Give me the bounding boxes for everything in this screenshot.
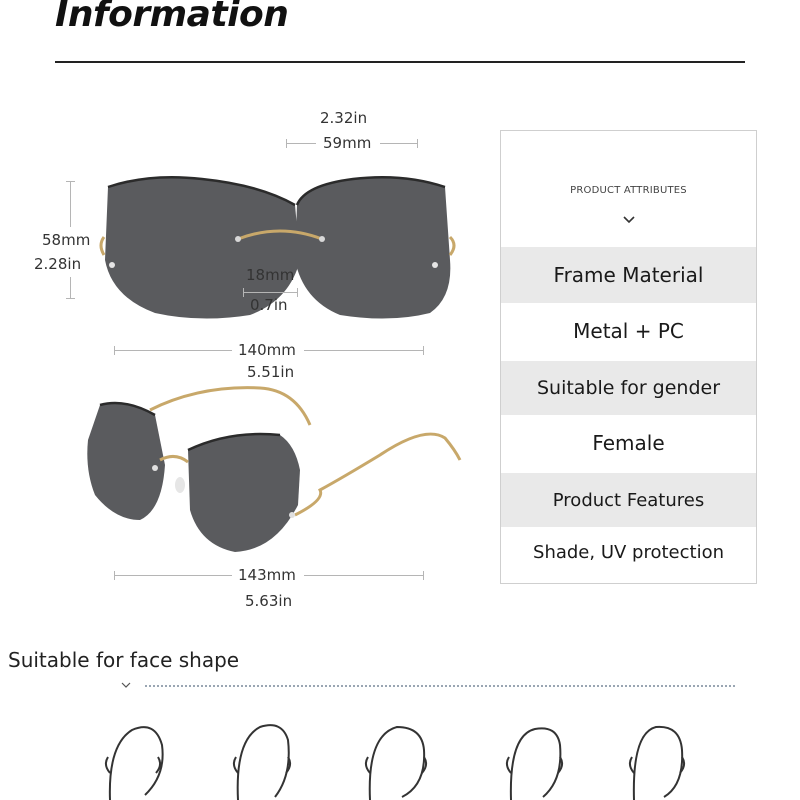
bridge-mm-label: 18mm: [246, 266, 295, 284]
attribute-label: Suitable for gender: [536, 377, 721, 399]
page-title: Information: [55, 0, 289, 35]
attribute-row-features: [501, 473, 756, 527]
top-width-in-label: 2.32in: [320, 109, 368, 127]
bridge-line: [243, 292, 298, 293]
face-shape-long-icon: [630, 727, 684, 800]
attribute-row-frame-material: [501, 247, 756, 303]
temple-line-left: [114, 575, 232, 576]
top-width-tick-left: [286, 139, 287, 148]
face-shape-square-icon: [366, 727, 426, 800]
total-width-tick-right: [423, 346, 424, 355]
top-width-mm-label: 59mm: [323, 134, 372, 152]
chevron-down-icon: [622, 215, 636, 225]
attribute-value: Metal + PC: [573, 319, 684, 343]
face-shape-divider: [145, 685, 735, 687]
height-in-label: 2.28in: [34, 255, 82, 273]
attribute-value: Female: [592, 431, 665, 455]
temple-mm-label: 143mm: [238, 566, 296, 584]
temple-tick-right: [423, 571, 424, 580]
sunglasses-side-image: [80, 380, 470, 560]
bridge-tick-right: [297, 288, 298, 297]
top-width-line-left: [286, 143, 316, 144]
title-divider: [55, 61, 745, 63]
height-line-top: [70, 181, 71, 227]
attribute-value: Shade, UV protection: [533, 541, 724, 563]
total-width-line-right: [304, 350, 424, 351]
face-shape-oval-icon: [234, 725, 290, 800]
height-tick-bottom: [66, 298, 75, 299]
attribute-row-gender: [501, 361, 756, 415]
top-width-tick-right: [417, 139, 418, 148]
face-shape-title: Suitable for face shape: [8, 648, 240, 672]
top-width-line-right: [380, 143, 418, 144]
product-attributes-panel: [500, 130, 757, 584]
face-shape-heart-icon: [507, 728, 562, 800]
attribute-row-female: [501, 415, 756, 471]
temple-in-label: 5.63in: [245, 592, 293, 610]
attribute-label: Product Features: [552, 489, 705, 511]
height-line-bottom: [70, 277, 71, 299]
bridge-in-label: 0.7in: [250, 296, 288, 314]
total-width-line-left: [114, 350, 232, 351]
attributes-heading: PRODUCT ATTRIBUTES: [570, 185, 687, 196]
height-mm-label: 58mm: [42, 231, 91, 249]
attribute-row-metal-pc: [501, 303, 756, 359]
attribute-label: Frame Material: [553, 263, 704, 287]
attribute-row-shade-uv: [501, 527, 756, 577]
total-width-mm-label: 140mm: [238, 341, 296, 359]
face-shape-round-icon: [106, 727, 163, 800]
temple-line-right: [304, 575, 424, 576]
total-width-in-label: 5.51in: [247, 363, 295, 381]
face-shapes-row: [100, 715, 720, 800]
chevron-down-small-icon: [121, 682, 131, 689]
